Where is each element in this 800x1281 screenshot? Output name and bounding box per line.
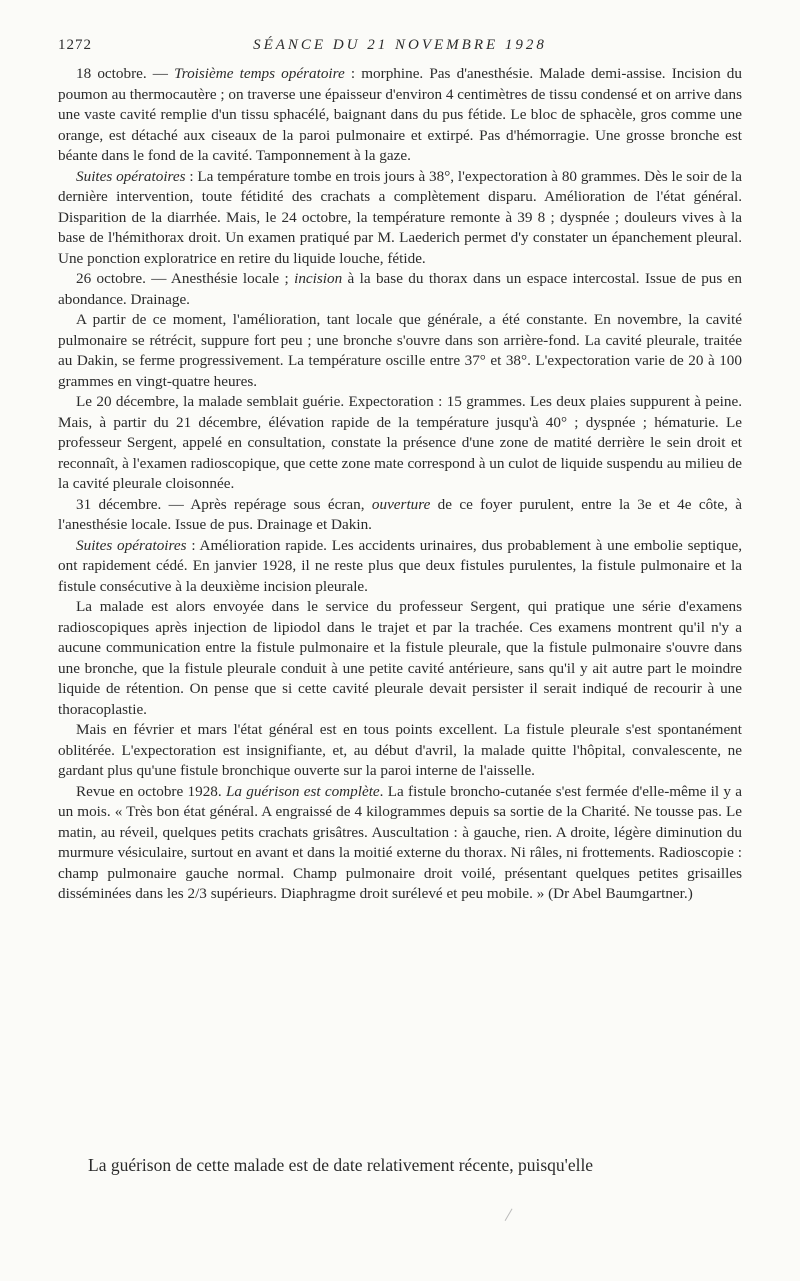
paragraph <box>58 495 742 536</box>
text-run: A partir de ce moment, l'amélioration, tant locale que générale, a été constante. En novembre, la cavité pulmonaire se rétrécit, suppure fort peu ; une bronche s'ouvre dans son arrière-fond. La cavité pleurale, traitée au Dakin, se ferme progressivement. La température oscille entre 37° et 38°. L'expectoration varie de 20 à 100 grammes en vingt-quatre heures. <box>58 311 742 390</box>
running-title: SÉANCE DU 21 NOVEMBRE 1928 <box>253 37 547 53</box>
text-run: Mais en février et mars l'état général est en tous points excellent. La fistule pleurale s'est spontanément oblitérée. L'expectoration est insignifiante, et, au début d'avril, la malade quitte l'hôpital, convalescente, ne gardant plus qu'une fistule bronchique ouverte sur la paroi interne de l'aisselle. <box>58 721 742 779</box>
italic-run: Suites opératoires <box>76 536 187 554</box>
italic-run: La guérison est complète <box>225 782 380 800</box>
paragraph <box>58 392 742 495</box>
paragraph <box>58 720 742 782</box>
text-run: : Amélioration rapide. Les accidents urinaires, dus probablement à une embolie septique, ont rapidement cédé. En janvier 1928, il ne reste plus que deux fistules purulentes, la fistule pulmonaire et la fistule consécutive à la deuxième incision pleurale. <box>58 536 742 595</box>
paragraph <box>58 310 742 392</box>
page-header <box>58 37 742 59</box>
text-run: à la base du thorax dans un espace intercostal. Issue de pus en abondance. Drainage. <box>58 270 742 308</box>
paragraph <box>58 536 742 598</box>
text-run: 18 octobre. — <box>76 65 175 82</box>
paragraph <box>58 64 742 167</box>
text-run: La malade est alors envoyée dans le service du professeur Sergent, qui pratique une série d'examens radioscopiques après injection de lipiodol dans le trajet et par la trachée. Ces examens montrent qu'il n'y a aucune communication entre la fistule pulmonaire et la fistule pleurale, que la fistule pulmonaire s'ouvre dans une bronche, que la fistule pleurale conduit à une petite cavité antérieure, sans qu'il y ait autre part le moindre liquide de rétention. On pense que si cette cavité pleurale devait persister il serait indiqué de recourir à une thoracoplastie. <box>58 598 742 718</box>
text-run: Le 20 décembre, la malade semblait guérie. Expectoration : 15 grammes. Les deux plaies suppurent à peine. Mais, à partir du 21 décembre, élévation rapide de la température jusqu'à 40° ; dyspnée ; hématurie. Le professeur Sergent, appelé en consultation, constate la présence d'une zone de matité derrière le sein droit et reconnaît, à l'examen radioscopique, que cette zone mate correspond à un culot de liquide suspendu au milieu de la cavité pleurale cloisonnée. <box>58 393 742 492</box>
paragraph <box>58 269 742 310</box>
paragraph <box>58 782 742 905</box>
italic-run: Troisième temps opératoire <box>174 65 345 82</box>
text-run: : morphine. Pas d'anesthésie. Malade demi-assise. Incision du poumon au thermocautère ; on traverse une épaisseur d'environ 4 centimètres de tissu condensé et on arrive dans une vaste cavité remplie d'un tissu sphacélé, baignant dans du pus fétide. Le bloc de sphacèle, gros comme une orange, est détaché aux ciseaux de la paroi pulmonaire et extirpé. Pas d'hémorragie. Une grosse bronche est béante dans le fond de la cavité. Tamponnement à la gaze. <box>58 65 742 164</box>
body-text <box>58 64 742 905</box>
page-number: 1272 <box>58 37 92 53</box>
italic-run: incision <box>294 270 343 287</box>
closing-paragraph: La guérison de cette malade est de date relativement récente, puisqu'elle <box>88 1155 594 1175</box>
paragraph <box>58 597 742 720</box>
stray-pen-mark <box>505 1208 514 1221</box>
paragraph <box>58 167 742 270</box>
italic-run: Suites opératoires <box>76 167 186 185</box>
text-run: Revue en octobre 1928. <box>76 782 226 800</box>
text-run: 31 décembre. — Après repérage sous écran, <box>76 495 372 513</box>
text-run: : La température tombe en trois jours à 38°, l'expectoration à 80 grammes. Dès le soir de la dernière intervention, toute fétidité des crachats a complètement disparu. Amélioration de l'état général. Disparition de la diarrhée. Mais, le 24 octobre, la température remonte à 39 8 ; dyspnée ; douleurs vives à la base de l'hémithorax droit. Un examen pratiqué par M. Laederich permet d'y constater un épanchement pleural. Une ponction exploratrice en retire du liquide louche, fétide. <box>58 167 742 267</box>
italic-run: ouverture <box>371 495 431 513</box>
text-run: de ce foyer purulent, entre la 3e et 4e côte, à l'anesthésie locale. Issue de pus. Drainage et Dakin. <box>58 495 743 533</box>
text-run: 26 octobre. — Anesthésie locale ; <box>76 270 295 287</box>
text-run: . La fistule broncho-cutanée s'est fermée d'elle-même il y a un mois. « Très bon état général. A engraissé de 4 kilogrammes depuis sa sortie de la Charité. Ne tousse pas. Le matin, au réveil, quelques petits crachats grisâtres. Auscultation : à gauche, rien. A droite, légère diminution du murmure vésiculaire, surtout en avant et dans la moitié externe du thorax. Ni râles, ni frottements. Radioscopie : champ pulmonaire gauche normal. Champ pulmonaire droit voilé, présentant quelques petites grisailles disséminées dans les 2/3 supérieurs. Diaphragme droit surélevé et peu mobile. » (Dr Abel Baumgartner.) <box>58 782 742 902</box>
